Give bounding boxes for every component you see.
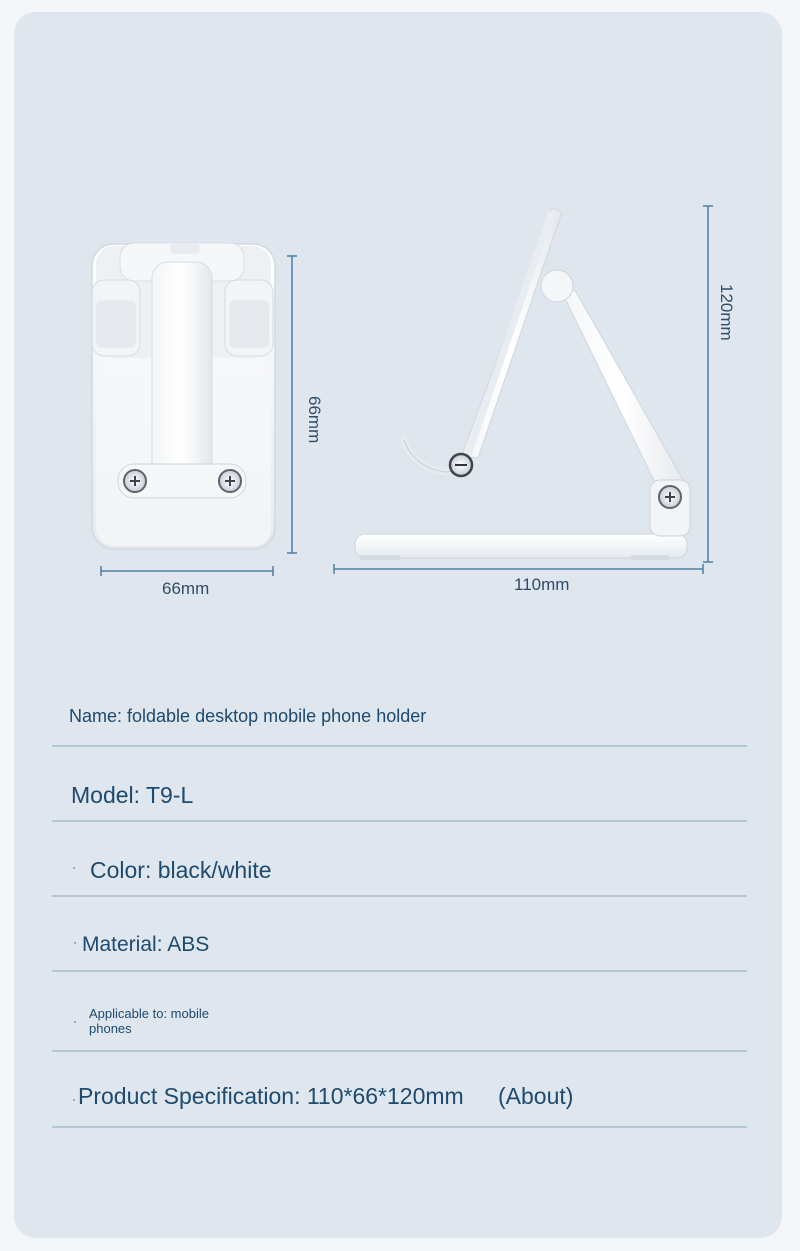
spec-applicable-line2: phones xyxy=(89,1021,132,1036)
spec-specification-bullet: · xyxy=(72,1092,76,1106)
front-height-label: 66mm xyxy=(305,396,324,444)
spec-row-applicable xyxy=(52,972,747,1052)
spec-applicable-bullet: · xyxy=(73,1014,77,1028)
front-width-label: 66mm xyxy=(162,579,210,598)
spec-model-text: Model: T9-L xyxy=(71,782,194,808)
spec-row-material xyxy=(52,897,747,972)
spec-name-text: Name: foldable desktop mobile phone holder xyxy=(69,706,427,726)
spec-color-bullet: · xyxy=(72,860,76,874)
spec-row-model xyxy=(52,747,747,822)
side-height-label: 120mm xyxy=(717,284,736,341)
spec-specification-text: Product Specification: 110*66*120mm xyxy=(78,1083,464,1109)
spec-material-text: Material: ABS xyxy=(82,933,210,956)
side-width-label: 110mm xyxy=(514,575,570,594)
spec-row-specification xyxy=(52,1052,747,1128)
spec-material-bullet: · xyxy=(73,935,77,949)
spec-color-text: Color: black/white xyxy=(90,857,272,883)
side-view-holder xyxy=(355,208,690,560)
spec-applicable-line1: Applicable to: mobile xyxy=(89,1006,209,1021)
spec-row-color xyxy=(52,822,747,897)
spec-row-name xyxy=(52,694,747,747)
spec-specification-about: (About) xyxy=(498,1083,574,1109)
front-view-holder xyxy=(92,243,275,549)
